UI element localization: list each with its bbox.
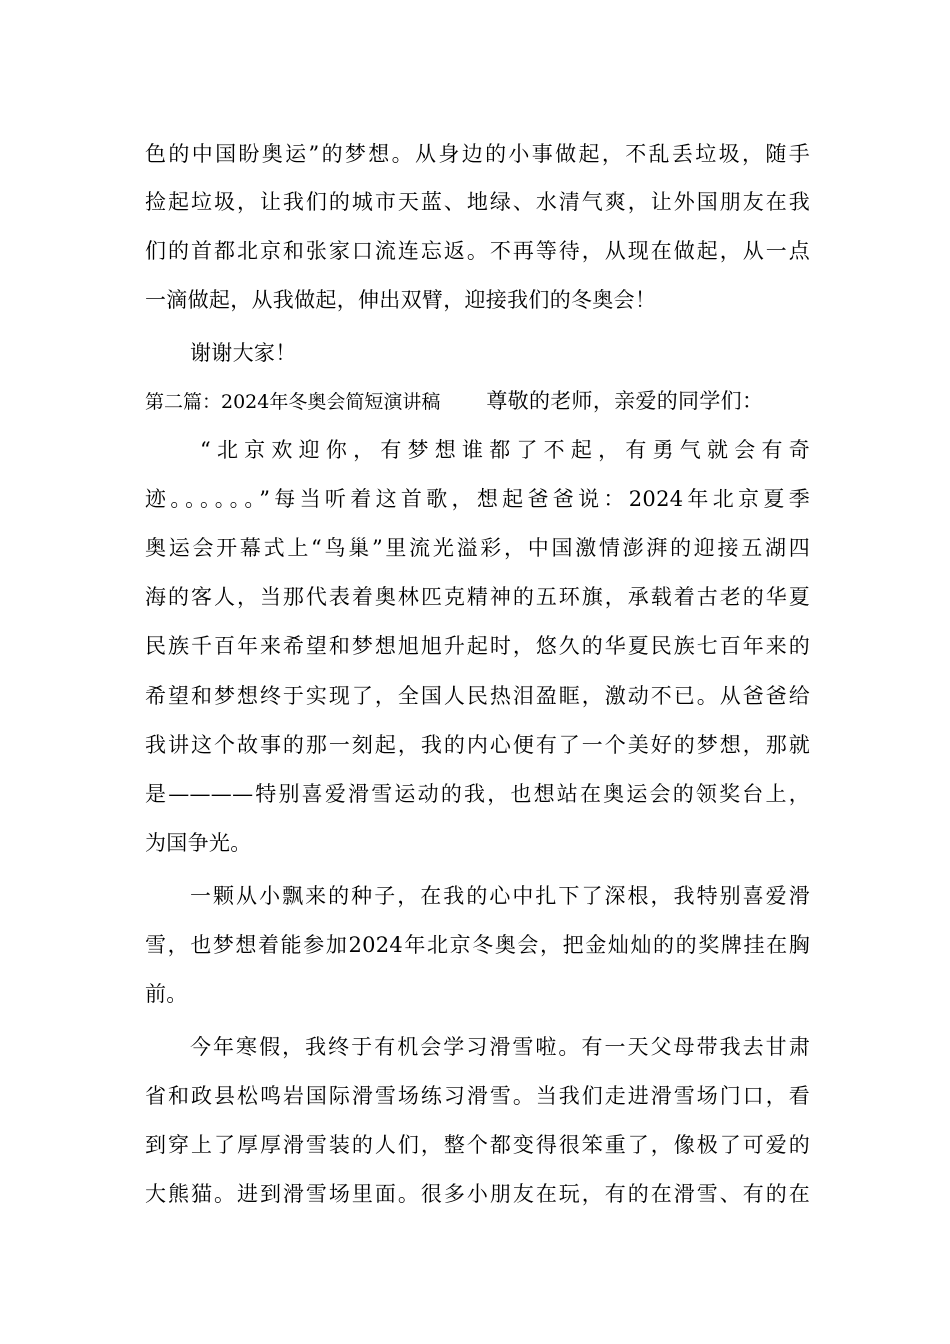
- text-line: 谢谢大家！: [190, 341, 297, 365]
- text-line: 捡起垃圾，让我们的城市天蓝、地绿、水清气爽，让外国朋友在我: [145, 190, 810, 214]
- text-line: 一颗从小飘来的种子，在我的心中扎下了深根，我特别喜爱滑: [190, 884, 810, 908]
- text-line: 一滴做起，从我做起，伸出双臂，迎接我们的冬奥会！: [145, 288, 657, 312]
- text-line: 我讲这个故事的那一刻起，我的内心便有了一个美好的梦想，那就: [145, 733, 810, 757]
- section-title: 第二篇：2024年冬奥会简短演讲稿: [145, 391, 441, 413]
- text-line: 为国争光。: [145, 831, 252, 855]
- text-line: 民族千百年来希望和梦想旭旭升起时，悠久的华夏民族七百年来的: [145, 634, 810, 658]
- text-line: 是————特别喜爱滑雪运动的我，也想站在奥运会的领奖台上，: [145, 782, 810, 806]
- text-line: 们的首都北京和张家口流连忘返。不再等待，从现在做起，从一点: [145, 239, 810, 263]
- salutation: 尊敬的老师，亲爱的同学们：: [486, 389, 764, 413]
- section-heading: [145, 389, 810, 414]
- text-line: 前。: [145, 982, 188, 1006]
- text-line: “北京欢迎你，有梦想谁都了不起，有勇气就会有奇: [200, 438, 810, 462]
- text-line: 雪，也梦想着能参加2024年北京冬奥会，把金灿灿的的奖牌挂在胸: [145, 933, 810, 957]
- text-line: 迹。。。。。。”每当听着这首歌，想起爸爸说：2024年北京夏季: [145, 487, 810, 511]
- text-line: 海的客人，当那代表着奥林匹克精神的五环旗，承载着古老的华夏: [145, 585, 810, 609]
- text-line: 今年寒假，我终于有机会学习滑雪啦。有一天父母带我去甘肃: [190, 1035, 810, 1059]
- text-line: 奥运会开幕式上“鸟巢”里流光溢彩，中国激情澎湃的迎接五湖四: [145, 536, 810, 560]
- text-line: 色的中国盼奥运”的梦想。从身边的小事做起，不乱丢垃圾，随手: [145, 142, 810, 166]
- text-line: 省和政县松鸣岩国际滑雪场练习滑雪。当我们走进滑雪场门口，看: [145, 1084, 810, 1108]
- text-line: 希望和梦想终于实现了，全国人民热泪盈眶，激动不已。从爸爸给: [145, 684, 810, 708]
- text-line: 到穿上了厚厚滑雪装的人们，整个都变得很笨重了，像极了可爱的: [145, 1133, 810, 1157]
- text-line: 大熊猫。进到滑雪场里面。很多小朋友在玩，有的在滑雪、有的在: [145, 1182, 810, 1206]
